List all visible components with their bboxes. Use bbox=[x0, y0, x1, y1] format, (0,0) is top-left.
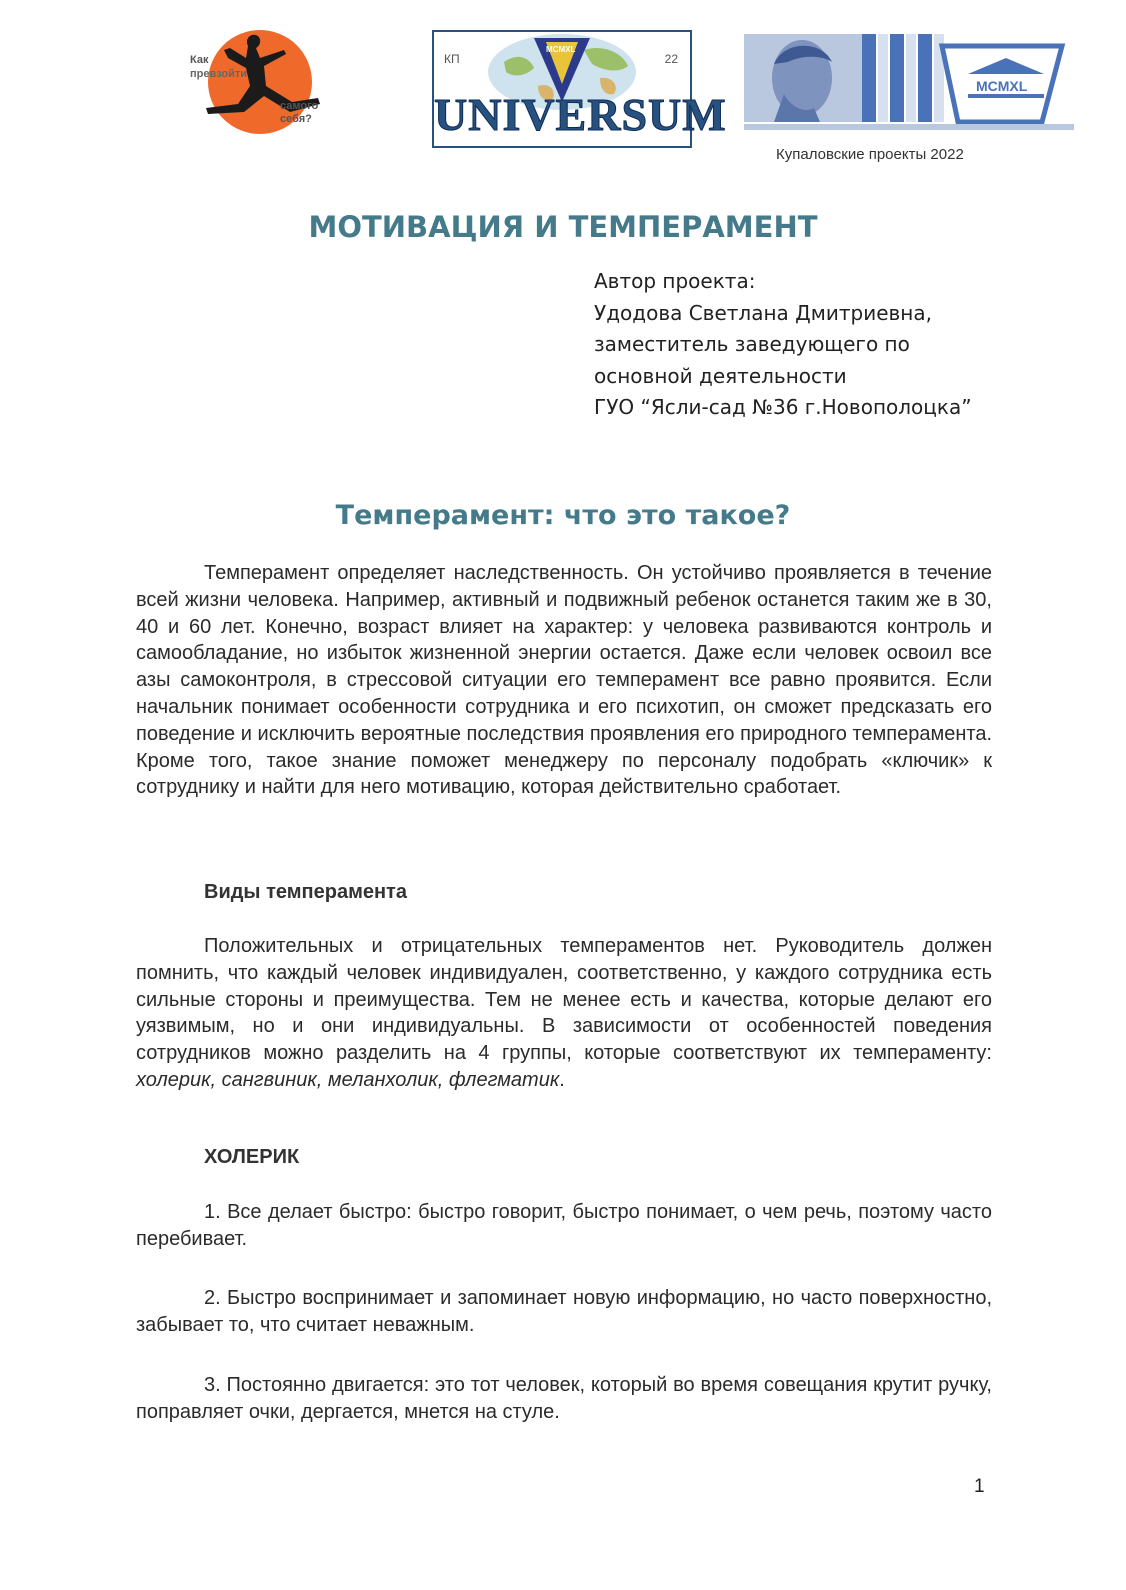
list-item-text: 1. Все делает быстро: быстро говорит, быстро понимает, о чем речь, поэтому часто перебивает. bbox=[136, 1201, 992, 1250]
logo-kupala-projects bbox=[744, 34, 1074, 134]
paragraph-types bbox=[136, 933, 992, 1094]
logo2-year: 22 bbox=[664, 52, 678, 66]
paragraph-intro bbox=[136, 560, 992, 801]
logo1-text-top: Как bbox=[190, 54, 209, 66]
logo2-kp: КП bbox=[444, 52, 460, 66]
paragraph-types-list: холерик, сангвиник, меланхолик, флегматик bbox=[136, 1068, 560, 1091]
logo1-text-mid: превзойти bbox=[190, 68, 248, 80]
logo2-badge: MCMXL bbox=[546, 45, 576, 54]
paragraph-intro-text: Темперамент определяет наследственность. Он устойчиво проявляется в течение всей жизни человека. Например, активный и подвижный ребенок останется таким же в 30, 40 и 60 лет. Конечно, возраст влияет на характер: у человека развиваются контроль и самообладание, но избыток жизненной энергии остается. Даже если человек освоил все азы самоконтроля, в стрессовой ситуации его темперамент все равно проявится. Если начальник понимает особенности сотрудника и его психотип, он сможет предсказать его поведение и исключить вероятные последствия проявления его природного темперамента. Кроме того, такое знание поможет менеджеру по персоналу подобрать «ключик» к сотруднику и найти для него мотивацию, которая действительно сработает. bbox=[136, 562, 992, 799]
section-title: Темперамент: что это такое? bbox=[335, 500, 791, 531]
paragraph-types-text: Положительных и отрицательных темпераментов нет. Руководитель должен помнить, что каждый человек индивидуален, соответственно, у каждого сотрудника есть сильные стороны и преимущества. Тем не менее есть и качества, которые делают его уязвимым, но и они индивидуальны. В зависимости от особенностей поведения сотрудников можно разделить на 4 группы, которые соответствуют их темпераменту: bbox=[136, 935, 992, 1065]
subheading-types: Виды темперамента bbox=[204, 881, 407, 903]
page-number: 1 bbox=[974, 1476, 985, 1497]
list-item bbox=[136, 1372, 992, 1426]
logo2-name: UNIVERSUM bbox=[434, 89, 727, 140]
list-item bbox=[136, 1285, 992, 1339]
logo-universum bbox=[432, 30, 727, 148]
author-block bbox=[594, 266, 1094, 424]
list-item-text: 2. Быстро воспринимает и запоминает новую информацию, но часто поверхностно, забывает то, что считает неважным. bbox=[136, 1287, 992, 1336]
logo1-text-bottom: самого себя? bbox=[280, 100, 319, 125]
subheading-choleric: ХОЛЕРИК bbox=[204, 1146, 300, 1168]
list-item-text: 3. Постоянно двигается: это тот человек, который во время совещания крутит ручку, поправляет очки, дергается, мнется на стуле. bbox=[136, 1374, 992, 1423]
header-caption: Купаловские проекты 2022 bbox=[776, 146, 964, 163]
author-label: Автор проекта: bbox=[594, 269, 756, 293]
header-logos bbox=[0, 28, 1126, 168]
logo3-badge: MCMXL bbox=[976, 78, 1028, 94]
document-title: МОТИВАЦИЯ И ТЕМПЕРАМЕНТ bbox=[308, 210, 818, 244]
paragraph-types-end: . bbox=[559, 1068, 565, 1091]
author-position-line2: основной деятельности bbox=[594, 363, 847, 388]
list-item bbox=[136, 1199, 992, 1253]
author-name: Удодова Светлана Дмитриевна, bbox=[594, 300, 932, 325]
author-organization: ГУО “Ясли-сад №36 г.Новополоцка” bbox=[594, 395, 972, 419]
logo-kak-prevzoiti bbox=[188, 28, 348, 143]
author-position-line1: заместитель заведующего по bbox=[594, 332, 910, 356]
